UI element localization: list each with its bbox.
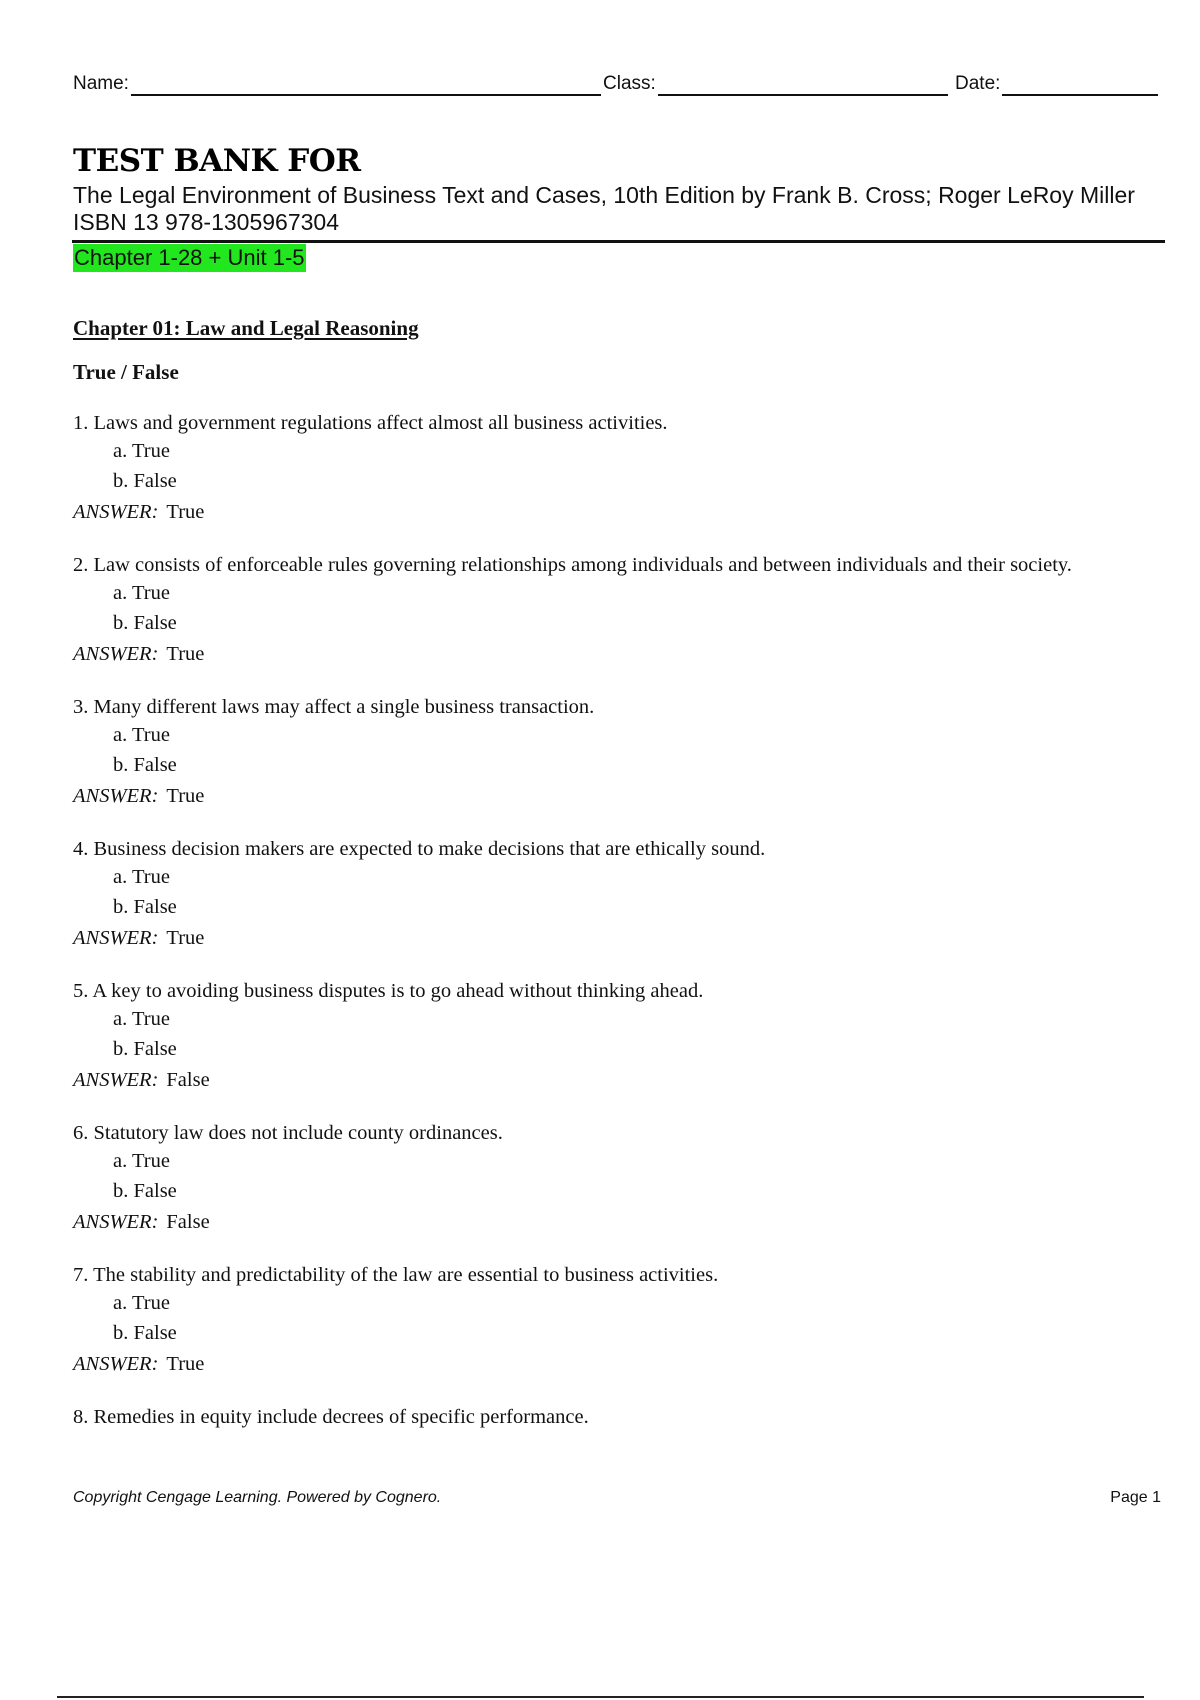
answer-value: True (166, 927, 205, 949)
date-blank-line (1002, 70, 1158, 96)
answer-line (73, 922, 1173, 954)
book-subtitle: The Legal Environment of Business Text and Cases, 10th Edition by Frank B. Cross; Roger LeRoy Miller ISBN 13 978-1305967304 (73, 182, 1135, 235)
answer-line (73, 1206, 1173, 1238)
answer-line (73, 780, 1173, 812)
question-list (73, 410, 1173, 1430)
question-text: 2. Law consists of enforceable rules governing relationships among individuals and between individuals and their society. (73, 554, 1072, 576)
answer-option: a. True (113, 1008, 170, 1030)
answer-label: ANSWER: (73, 1353, 159, 1375)
question-text: 3. Many different laws may affect a single business transaction. (73, 696, 595, 718)
question-item (73, 1404, 1173, 1430)
question-item (73, 1120, 1173, 1238)
footer-page-number: Page 1 (1110, 1489, 1161, 1506)
answer-line (73, 496, 1173, 528)
question-item (73, 552, 1173, 670)
question-text: 7. The stability and predictability of the law are essential to business activities. (73, 1264, 719, 1286)
class-blank-line (658, 70, 948, 96)
answer-option: b. False (113, 470, 177, 492)
answer-option: b. False (113, 1180, 177, 1202)
chapter-range-highlight: Chapter 1-28 + Unit 1-5 (74, 245, 305, 270)
question-item (73, 978, 1173, 1096)
class-label: Class: (603, 73, 656, 94)
question-text: 8. Remedies in equity include decrees of specific performance. (73, 1406, 589, 1428)
answer-option: b. False (113, 754, 177, 776)
answer-option: a. True (113, 1292, 170, 1314)
question-item (73, 694, 1173, 812)
answer-value: True (166, 643, 205, 665)
answer-option: a. True (113, 440, 170, 462)
question-text: 6. Statutory law does not include county ordinances. (73, 1122, 503, 1144)
answer-option: b. False (113, 1038, 177, 1060)
answer-value: False (166, 1211, 210, 1233)
header-fields (73, 70, 1160, 100)
title-divider (72, 240, 1165, 243)
answer-option: a. True (113, 1150, 170, 1172)
question-item (73, 410, 1173, 528)
answer-option: b. False (113, 896, 177, 918)
question-text: 1. Laws and government regulations affect almost all business activities. (73, 412, 668, 434)
answer-option: a. True (113, 724, 170, 746)
name-blank-line (131, 70, 601, 96)
answer-label: ANSWER: (73, 785, 159, 807)
answer-label: ANSWER: (73, 643, 159, 665)
answer-value: True (166, 785, 205, 807)
answer-line (73, 638, 1173, 670)
answer-label: ANSWER: (73, 927, 159, 949)
question-text: 4. Business decision makers are expected to make decisions that are ethically sound. (73, 838, 766, 860)
answer-value: True (166, 501, 205, 523)
answer-label: ANSWER: (73, 1069, 159, 1091)
question-item (73, 1262, 1173, 1380)
answer-line (73, 1348, 1173, 1380)
name-label: Name: (73, 73, 129, 94)
answer-option: b. False (113, 612, 177, 634)
answer-option: a. True (113, 866, 170, 888)
question-item (73, 836, 1173, 954)
class-field (603, 70, 948, 96)
section-heading: True / False (73, 360, 179, 384)
answer-value: False (166, 1069, 210, 1091)
footer-copyright: Copyright Cengage Learning. Powered by Cognero. (73, 1489, 442, 1506)
answer-label: ANSWER: (73, 501, 159, 523)
page-bottom-divider (57, 1696, 1144, 1698)
question-content (73, 315, 1173, 1430)
name-field (73, 70, 601, 96)
answer-option: a. True (113, 582, 170, 604)
answer-option: b. False (113, 1322, 177, 1344)
question-text: 5. A key to avoiding business disputes is to go ahead without thinking ahead. (73, 980, 704, 1002)
date-label: Date: (955, 73, 1001, 94)
test-bank-title: TEST BANK FOR (73, 143, 361, 179)
answer-label: ANSWER: (73, 1211, 159, 1233)
answer-line (73, 1064, 1173, 1096)
date-field (955, 70, 1158, 96)
chapter-heading: Chapter 01: Law and Legal Reasoning (73, 316, 419, 340)
answer-value: True (166, 1353, 205, 1375)
